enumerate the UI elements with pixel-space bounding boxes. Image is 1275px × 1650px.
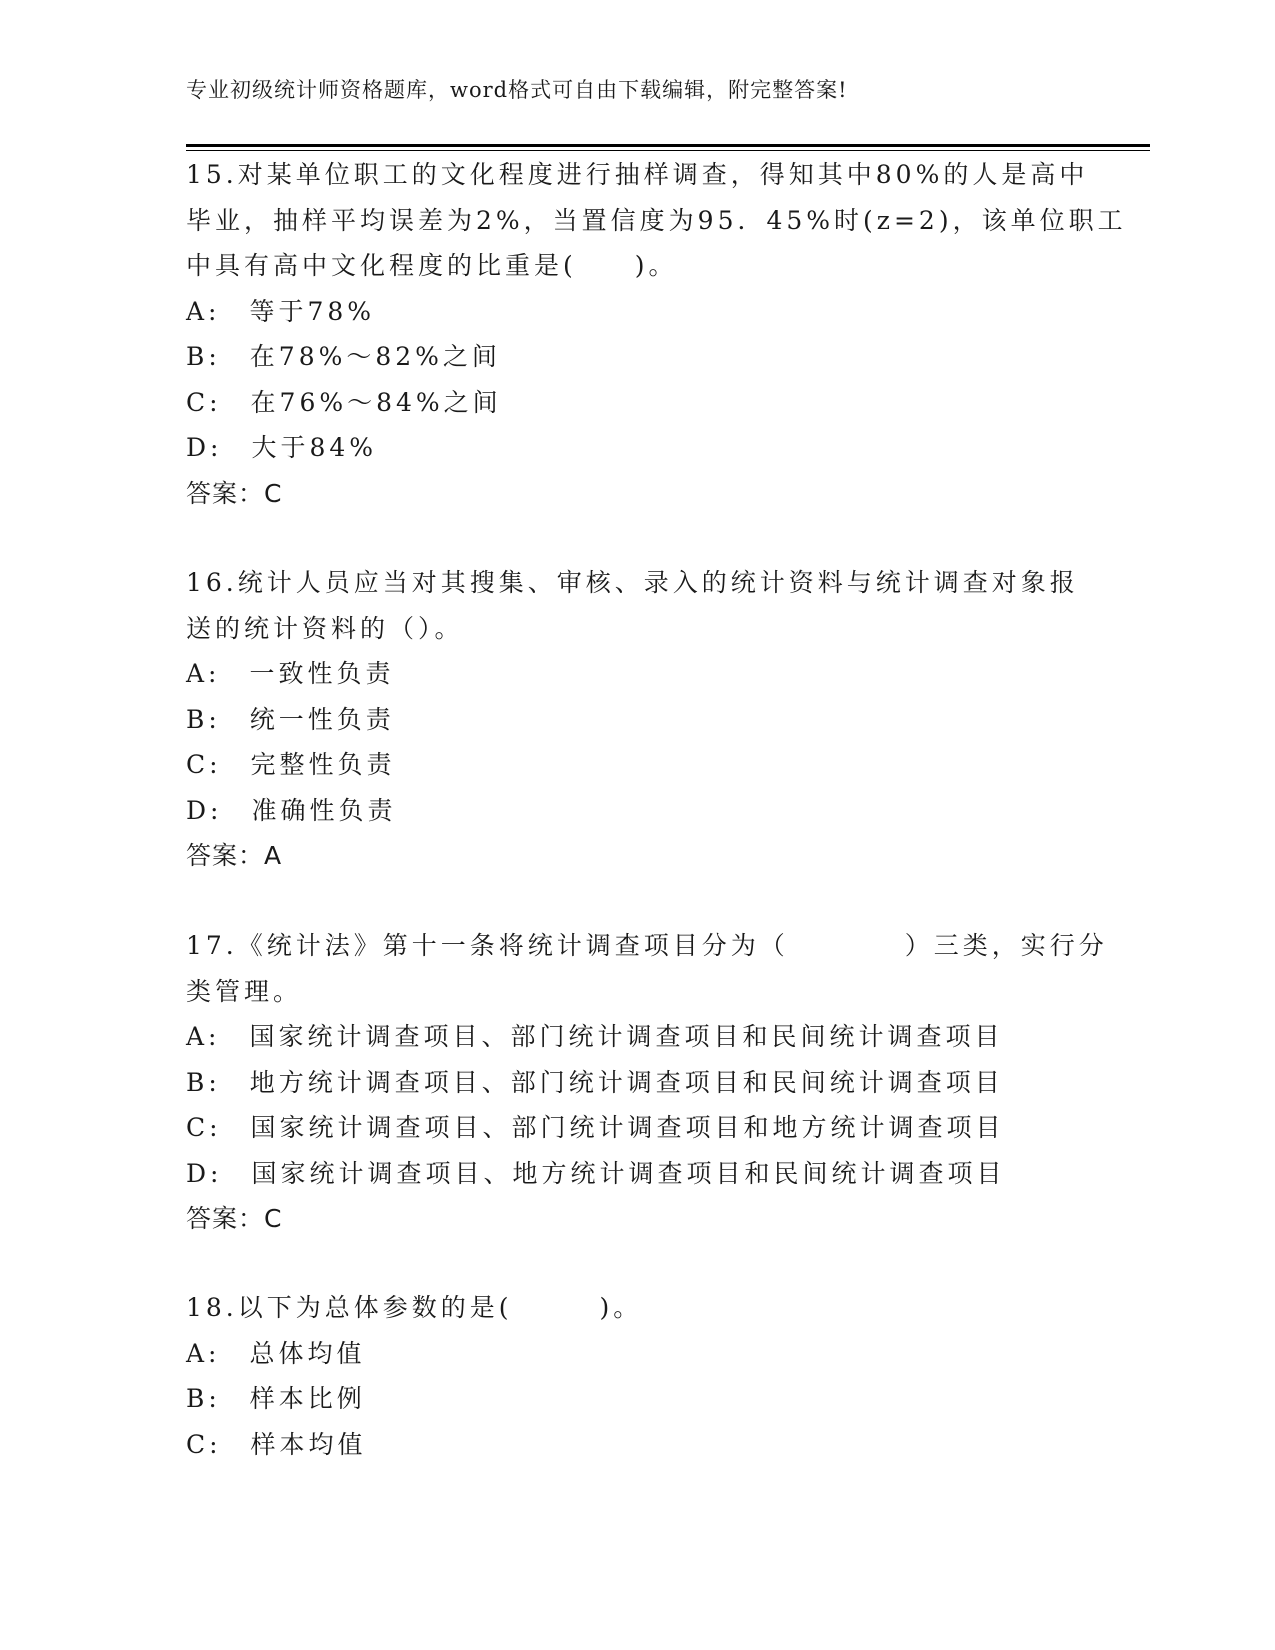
question-stem-line: 17.《统计法》第十一条将统计调查项目分为（ ）三类，实行分 — [186, 931, 1108, 960]
header-rule-thick — [186, 144, 1150, 147]
question-stem-line: 18.以下为总体参数的是( )。 — [186, 1293, 643, 1322]
option-b: B: 样本比例 — [186, 1384, 366, 1413]
option-b: B: 在78%～82%之间 — [186, 342, 501, 371]
option-d: D: 国家统计调查项目、地方统计调查项目和民间统计调查项目 — [186, 1158, 1006, 1188]
answer: 答案：C — [186, 1204, 283, 1233]
page-header: 专业初级统计师资格题库，word格式可自由下载编辑，附完整答案! — [186, 78, 848, 102]
option-a: A: 总体均值 — [186, 1338, 366, 1368]
option-a: A: 国家统计调查项目、部门统计调查项目和民间统计调查项目 — [186, 1022, 1004, 1051]
option-c: C: 国家统计调查项目、部门统计调查项目和地方统计调查项目 — [186, 1113, 1005, 1142]
question-15 — [186, 152, 1127, 516]
option-d: D: 准确性负责 — [186, 795, 397, 825]
question-18 — [186, 1285, 1086, 1467]
option-a: A: 一致性负责 — [186, 659, 395, 688]
option-c: C: 样本均值 — [186, 1429, 367, 1459]
question-17 — [186, 923, 1108, 1242]
option-a: A: 等于78% — [186, 296, 376, 326]
question-stem-line: 类管理。 — [186, 976, 303, 1006]
option-d: D: 大于84% — [186, 433, 378, 462]
question-16 — [186, 560, 1086, 879]
option-b: B: 地方统计调查项目、部门统计调查项目和民间统计调查项目 — [186, 1067, 1004, 1097]
question-stem-line: 16.统计人员应当对其搜集、审核、录入的统计资料与统计调查对象报 — [186, 568, 1079, 597]
option-c: C: 完整性负责 — [186, 750, 396, 779]
option-c: C: 在76%～84%之间 — [186, 387, 502, 417]
header-rule-thin — [186, 150, 1150, 151]
answer: 答案：A — [186, 841, 283, 870]
option-b: B: 统一性负责 — [186, 704, 395, 734]
answer: 答案：C — [186, 478, 283, 508]
question-stem-line: 送的统计资料的（）。 — [186, 613, 464, 643]
question-stem-line: 15.对某单位职工的文化程度进行抽样调查，得知其中80%的人是高中 — [186, 160, 1089, 189]
question-stem-line: 毕业，抽样平均误差为2%，当置信度为95．45%时(z=2)，该单位职工 — [186, 205, 1127, 235]
question-stem-line: 中具有高中文化程度的比重是( )。 — [186, 251, 678, 280]
